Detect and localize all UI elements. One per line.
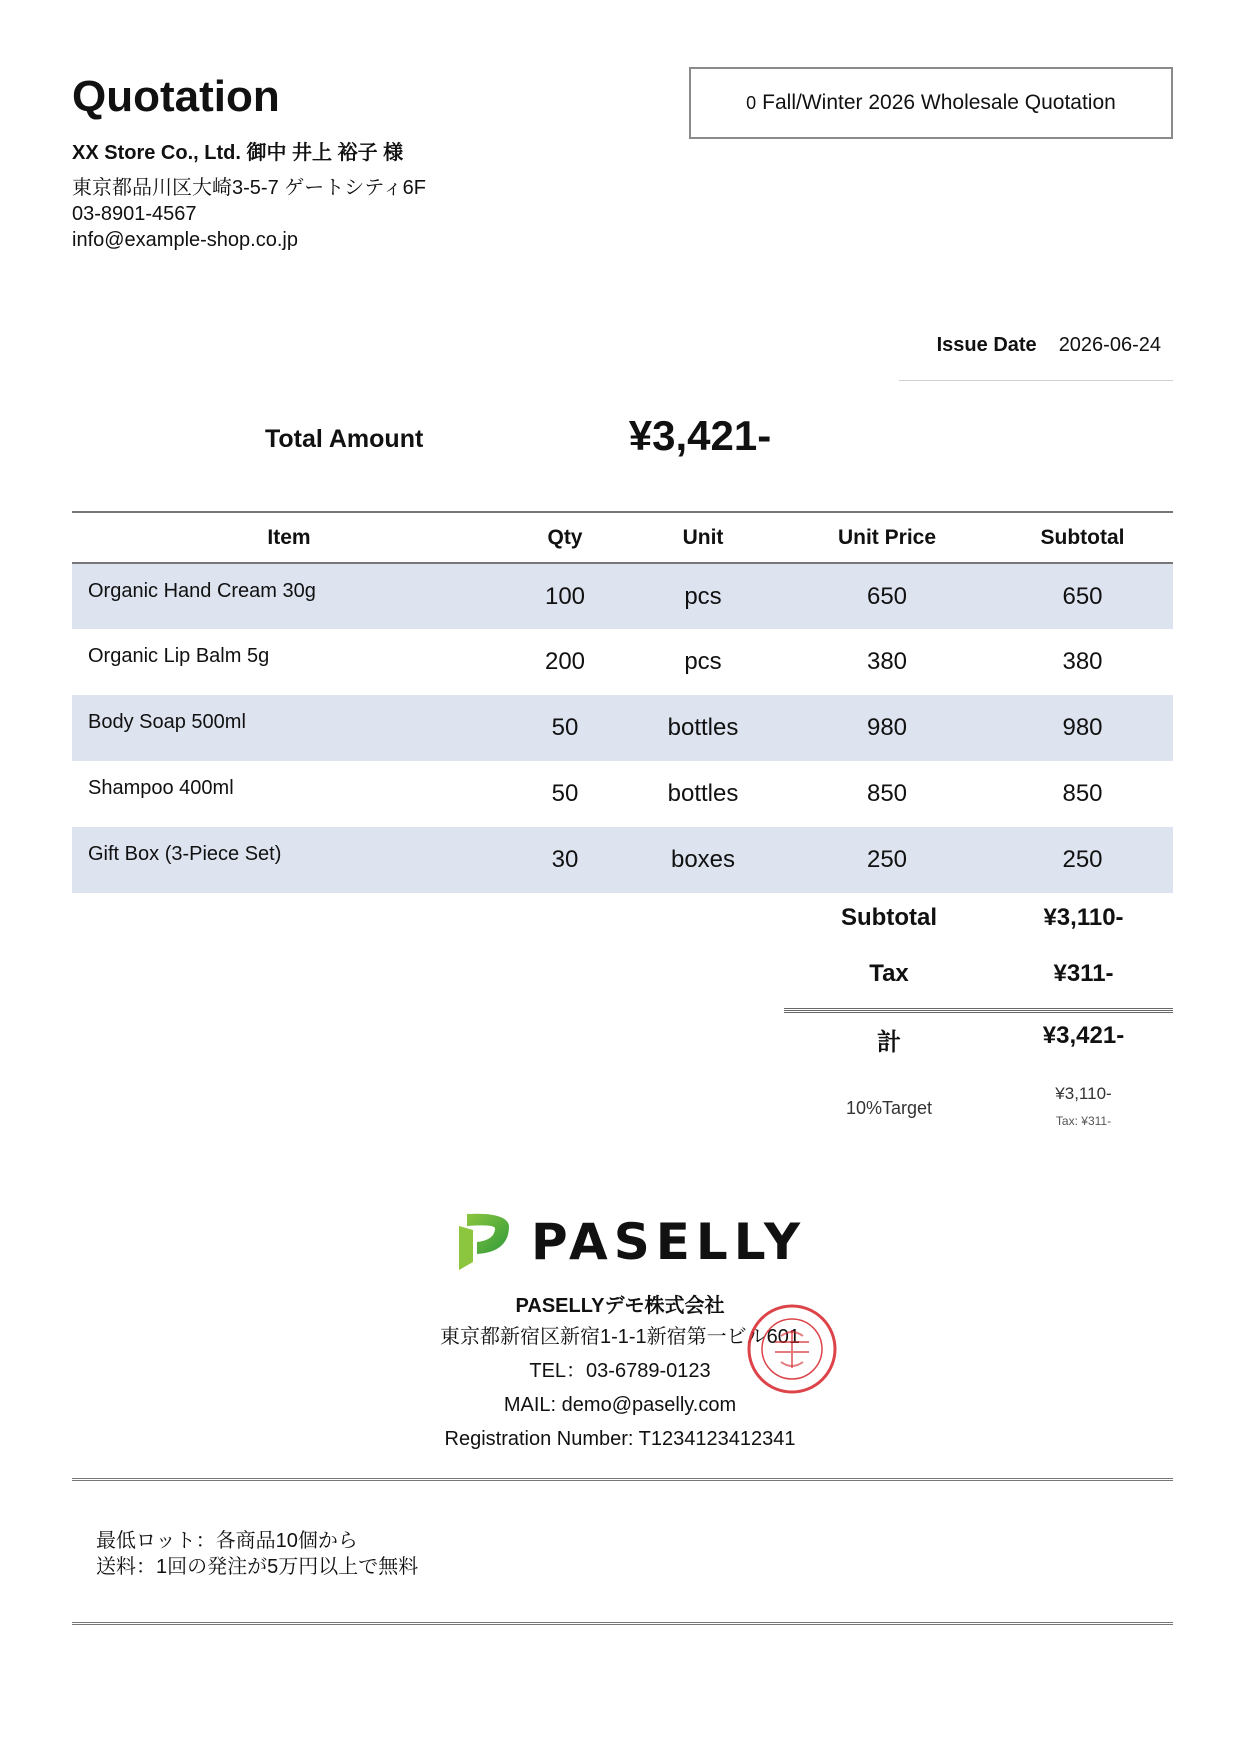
cell-unit: pcs bbox=[624, 563, 782, 629]
cell-price: 250 bbox=[782, 827, 992, 893]
company-mail: MAIL: demo@paselly.com bbox=[503, 1394, 737, 1416]
cell-qty: 100 bbox=[506, 563, 624, 629]
cell-subtotal: 850 bbox=[1062, 780, 1103, 807]
note-line: 送料：1回の発注が5万円以上で無料 bbox=[96, 1556, 419, 1578]
cell-subtotal: 380 bbox=[1062, 648, 1103, 675]
customer-address: 東京都品川区大崎3-5-7 ゲートシティ6F bbox=[72, 177, 426, 199]
cell-qty: 50 bbox=[551, 780, 579, 807]
company-seal-stamp bbox=[745, 1302, 839, 1396]
cell-item: Gift Box (3-Piece Set) bbox=[72, 827, 506, 893]
tax-value: ¥311- bbox=[1053, 960, 1114, 987]
grand-total-label: 計 bbox=[877, 1029, 901, 1056]
customer-email: info@example-shop.co.jp bbox=[72, 229, 298, 251]
subtotal-label: Subtotal bbox=[841, 904, 937, 931]
cell-item: Shampoo 400ml bbox=[88, 777, 234, 799]
footer-divider-bottom bbox=[72, 1622, 1173, 1627]
company-name: PASELLYデモ株式会社 bbox=[515, 1295, 725, 1317]
cell-qty: 50 bbox=[506, 695, 624, 761]
cell-item: Organic Hand Cream 30g bbox=[72, 563, 506, 629]
footer-divider-top bbox=[72, 1478, 1173, 1483]
company-address: 東京都新宿区新宿1-1-1新宿第一ビル601 bbox=[439, 1326, 801, 1348]
table-header-row bbox=[72, 512, 1173, 563]
cell-subtotal: 980 bbox=[992, 695, 1173, 761]
customer-block bbox=[72, 136, 426, 253]
cell-qty: 200 bbox=[544, 648, 586, 675]
document-title: Quotation bbox=[72, 72, 280, 121]
cell-unit: bottles bbox=[667, 780, 739, 807]
tax-row bbox=[784, 960, 1173, 988]
header-subtotal: Subtotal bbox=[992, 512, 1173, 563]
subtotal-row bbox=[784, 904, 1173, 932]
notes-block bbox=[96, 1528, 418, 1580]
subtotal-value: ¥3,110- bbox=[1043, 904, 1124, 931]
cell-item: Body Soap 500ml bbox=[72, 695, 506, 761]
subject-text: Fall/Winter 2026 Wholesale Quotation bbox=[762, 91, 1116, 114]
tax-target-amount: Tax: ¥311- bbox=[1055, 1114, 1112, 1128]
subject-number: 0 bbox=[746, 92, 757, 113]
cell-price: 980 bbox=[782, 695, 992, 761]
cell-subtotal: 250 bbox=[992, 827, 1173, 893]
cell-unit: bottles bbox=[624, 695, 782, 761]
tax-label: Tax bbox=[869, 960, 909, 987]
note-line: 最低ロット：各商品10個から bbox=[96, 1530, 358, 1552]
cell-item: Organic Lip Balm 5g bbox=[88, 645, 270, 667]
cell-unit: boxes bbox=[624, 827, 782, 893]
cell-unit: pcs bbox=[684, 648, 722, 675]
table-row bbox=[72, 827, 1173, 893]
company-logo bbox=[455, 1212, 806, 1272]
items-table bbox=[72, 511, 1173, 893]
issue-date-label: Issue Date bbox=[936, 334, 1037, 356]
customer-phone: 03-8901-4567 bbox=[72, 203, 197, 225]
customer-name: XX Store Co., Ltd. 御中 井上 裕子 様 bbox=[72, 142, 404, 164]
cell-price: 850 bbox=[866, 780, 908, 807]
total-amount-value: ¥3,421- bbox=[628, 412, 772, 459]
header-qty: Qty bbox=[506, 512, 624, 563]
issue-date-value: 2026-06-24 bbox=[1058, 334, 1161, 356]
table-row bbox=[72, 761, 1173, 827]
cell-price: 650 bbox=[782, 563, 992, 629]
table-row bbox=[72, 695, 1173, 761]
cell-price: 380 bbox=[866, 648, 908, 675]
header-unit-price: Unit Price bbox=[782, 512, 992, 563]
leaf-logo-icon bbox=[455, 1212, 511, 1272]
header-unit: Unit bbox=[624, 512, 782, 563]
tax-target-base: ¥3,110- bbox=[1055, 1084, 1112, 1103]
subject-box bbox=[689, 67, 1173, 139]
company-tel: TEL：03-6789-0123 bbox=[529, 1360, 711, 1382]
total-amount-label: Total Amount bbox=[265, 425, 424, 453]
summary-divider bbox=[784, 1008, 1173, 1013]
cell-qty: 30 bbox=[506, 827, 624, 893]
tax-target-label: 10%Target bbox=[845, 1098, 933, 1118]
logo-text: PASELLY bbox=[531, 1213, 807, 1271]
grand-total-row bbox=[784, 1022, 1173, 1057]
company-registration: Registration Number: T1234123412341 bbox=[444, 1428, 796, 1450]
table-row bbox=[72, 629, 1173, 695]
table-row bbox=[72, 563, 1173, 629]
cell-subtotal: 650 bbox=[992, 563, 1173, 629]
header-item: Item bbox=[72, 512, 506, 563]
grand-total-value: ¥3,421- bbox=[1042, 1022, 1125, 1049]
issue-date-row bbox=[899, 334, 1173, 381]
